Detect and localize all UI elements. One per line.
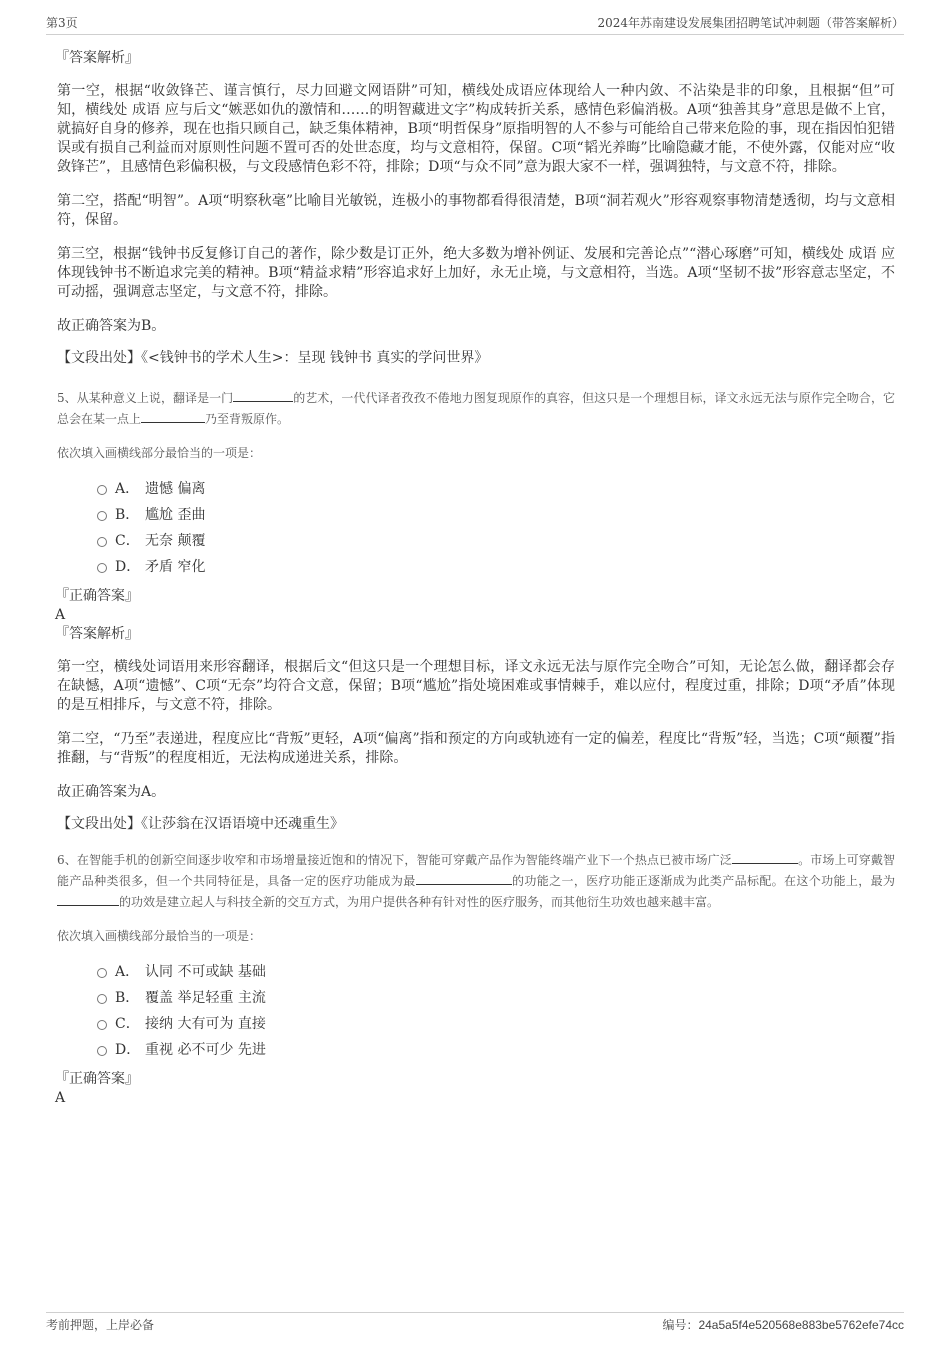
correct-answer: A — [55, 607, 66, 623]
code-value: 24a5a5f4e520568e883be5762efe74cc — [698, 1318, 904, 1332]
radio-button[interactable] — [97, 485, 107, 495]
page-footer — [46, 1312, 904, 1332]
option-text: 尴尬 歪曲 — [145, 507, 206, 523]
option-text: 认同 不可或缺 基础 — [145, 964, 266, 980]
fill-blank — [416, 872, 512, 885]
correct-answer-label: 『正确答案』 — [55, 588, 139, 604]
radio-button[interactable] — [97, 1046, 107, 1056]
question-text: 6、在智能手机的创新空间逐步收窄和市场增量接近饱和的情况下，智能可穿戴产品作为智能终端产业下一个热点已被市场广泛 — [57, 853, 732, 867]
question-6 — [57, 850, 895, 913]
analysis-paragraph: 第一空，横线处词语用来形容翻译，根据后文“但这只是一个理想目标，译文永远无法与原作完全吻合”可知，无论怎么做，翻译都会存在缺憾，A项“遗憾”、C项“无奈”均符合文意，保留；B项“尴尬”指处境困难或事情棘手，难以应付，程度过重，排除；D项“矛盾”体现的是互相排斥，与文意不符，排除。 — [57, 659, 895, 713]
footer-slogan: 考前押题，上岸必备 — [46, 1318, 155, 1332]
option-text: 无奈 颠覆 — [145, 533, 206, 549]
option-d[interactable] — [97, 1037, 895, 1063]
conclusion: 故正确答案为A。 — [57, 784, 166, 800]
question-text: 乃至背叛原作。 — [205, 412, 290, 426]
option-b[interactable] — [97, 502, 895, 528]
option-letter: A． — [115, 481, 140, 497]
analysis-paragraph: 第二空，搭配“明智”。A项“明察秋毫”比喻目光敏锐，连极小的事物都看得很清楚，B项“洞若观火”形容观察事物清楚透彻，均与文意相符，保留。 — [57, 193, 895, 228]
page-number: 第3页 — [46, 16, 78, 30]
option-b[interactable] — [97, 985, 895, 1011]
option-letter: D． — [115, 1042, 141, 1058]
analysis-label: 『答案解析』 — [55, 626, 139, 642]
question-text: 5、从某种意义上说，翻译是一门 — [57, 391, 234, 405]
option-a[interactable] — [97, 959, 895, 985]
fill-blank — [732, 851, 798, 864]
question-instruction: 依次填入画横线部分最恰当的一项是： — [57, 929, 262, 943]
option-text: 矛盾 窄化 — [145, 559, 206, 575]
options-list — [97, 959, 895, 1063]
question-text: 的艺术，一代代译者孜孜不倦地力图复现原作的真容，但这只是一个理想目标，译文永远无法与原作完全吻合，它总会在某一点上 — [57, 391, 895, 426]
document-code — [662, 1316, 904, 1333]
question-text: 的功能之一，医疗功能正逐渐成为此类产品标配。在这个功能上，最为 — [511, 874, 895, 888]
page-header — [46, 14, 904, 35]
question-instruction: 依次填入画横线部分最恰当的一项是： — [57, 446, 262, 460]
source-citation: 【文段出处】《让莎翁在汉语语境中还魂重生》 — [57, 816, 344, 832]
radio-button[interactable] — [97, 563, 107, 573]
option-letter: A． — [115, 964, 140, 980]
option-letter: C． — [115, 533, 140, 549]
radio-button[interactable] — [97, 994, 107, 1004]
options-list — [97, 476, 895, 580]
option-letter: B． — [115, 990, 140, 1006]
option-letter: B． — [115, 507, 140, 523]
question-text: 的功效是建立起人与科技全新的交互方式，为用户提供各种有针对性的医疗服务，而其他衍生功效也越来越丰富。 — [119, 895, 720, 909]
analysis-label: 『答案解析』 — [55, 50, 139, 66]
correct-answer: A — [55, 1090, 66, 1106]
option-text: 覆盖 举足轻重 主流 — [145, 990, 266, 1006]
option-d[interactable] — [97, 554, 895, 580]
radio-button[interactable] — [97, 1020, 107, 1030]
option-c[interactable] — [97, 528, 895, 554]
option-text: 重视 必不可少 先进 — [145, 1042, 266, 1058]
fill-blank — [233, 389, 293, 402]
option-letter: D． — [115, 559, 141, 575]
option-a[interactable] — [97, 476, 895, 502]
analysis-paragraph: 第一空，根据“收敛锋芒、谨言慎行，尽力回避文网语阱”可知，横线处成语应体现给人一种内敛、不沾染是非的印象，且根据“但”可知，横线处 成语 应与后文“嫉恶如仇的激情和……的明智藏进文字”构成转折关系，感情色彩偏消极。A项“独善其身”意思是做不上官，就搞好自身的修养，现在也指只顾自己，缺乏集体精神，B项“明哲保身”原指明智的人不参与可能给自己带来危险的事，现在指因怕犯错误或有损自己利益而对原则性问题不置可否的处世态度，均与文意相符，保留。C项“韬光养晦”比喻隐藏才能，不使外露，仅能对应“收敛锋芒”，且感情色彩偏积极，与文段感情色彩不符，排除；D项“与众不同”意为跟大家不一样，强调独特，与文意不符，排除。 — [57, 83, 895, 175]
main-content — [57, 48, 895, 1107]
question-5 — [57, 388, 895, 430]
radio-button[interactable] — [97, 537, 107, 547]
fill-blank — [57, 893, 119, 906]
option-text: 遗憾 偏离 — [145, 481, 206, 497]
document-title: 2024年苏南建设发展集团招聘笔试冲刺题（带答案解析） — [597, 16, 904, 30]
radio-button[interactable] — [97, 968, 107, 978]
fill-blank — [141, 410, 205, 423]
option-c[interactable] — [97, 1011, 895, 1037]
radio-button[interactable] — [97, 511, 107, 521]
analysis-paragraph: 第二空，“乃至”表递进，程度应比“背叛”更轻，A项“偏离”指和预定的方向或轨迹有一定的偏差，程度比“背叛”轻，当选；C项“颠覆”指推翻，与“背叛”的程度相近，无法构成递进关系，排除。 — [57, 731, 895, 766]
question-text: 。市场上可穿戴智能产品种类很多，但一个共同特征是，具备一定的医疗功能成为最 — [57, 853, 895, 888]
correct-answer-label: 『正确答案』 — [55, 1071, 139, 1087]
analysis-paragraph: 第三空，根据“钱钟书反复修订自己的著作，除少数是订正外，绝大多数为增补例证、发展和完善论点”“潜心琢磨”可知，横线处 成语 应体现钱钟书不断追求完美的精神。B项“精益求精”形容追求好上加好，永无止境，与文意相符，当选。A项“坚韧不拔”形容意志坚定，不可动摇，强调意志坚定，与文意不符，排除。 — [57, 246, 895, 300]
source-citation: 【文段出处】《<钱钟书的学术人生>：呈现 钱钟书 真实的学问世界》 — [57, 350, 489, 366]
code-label: 编号： — [662, 1318, 699, 1332]
conclusion: 故正确答案为B。 — [57, 318, 166, 334]
option-text: 接纳 大有可为 直接 — [145, 1016, 266, 1032]
option-letter: C． — [115, 1016, 140, 1032]
